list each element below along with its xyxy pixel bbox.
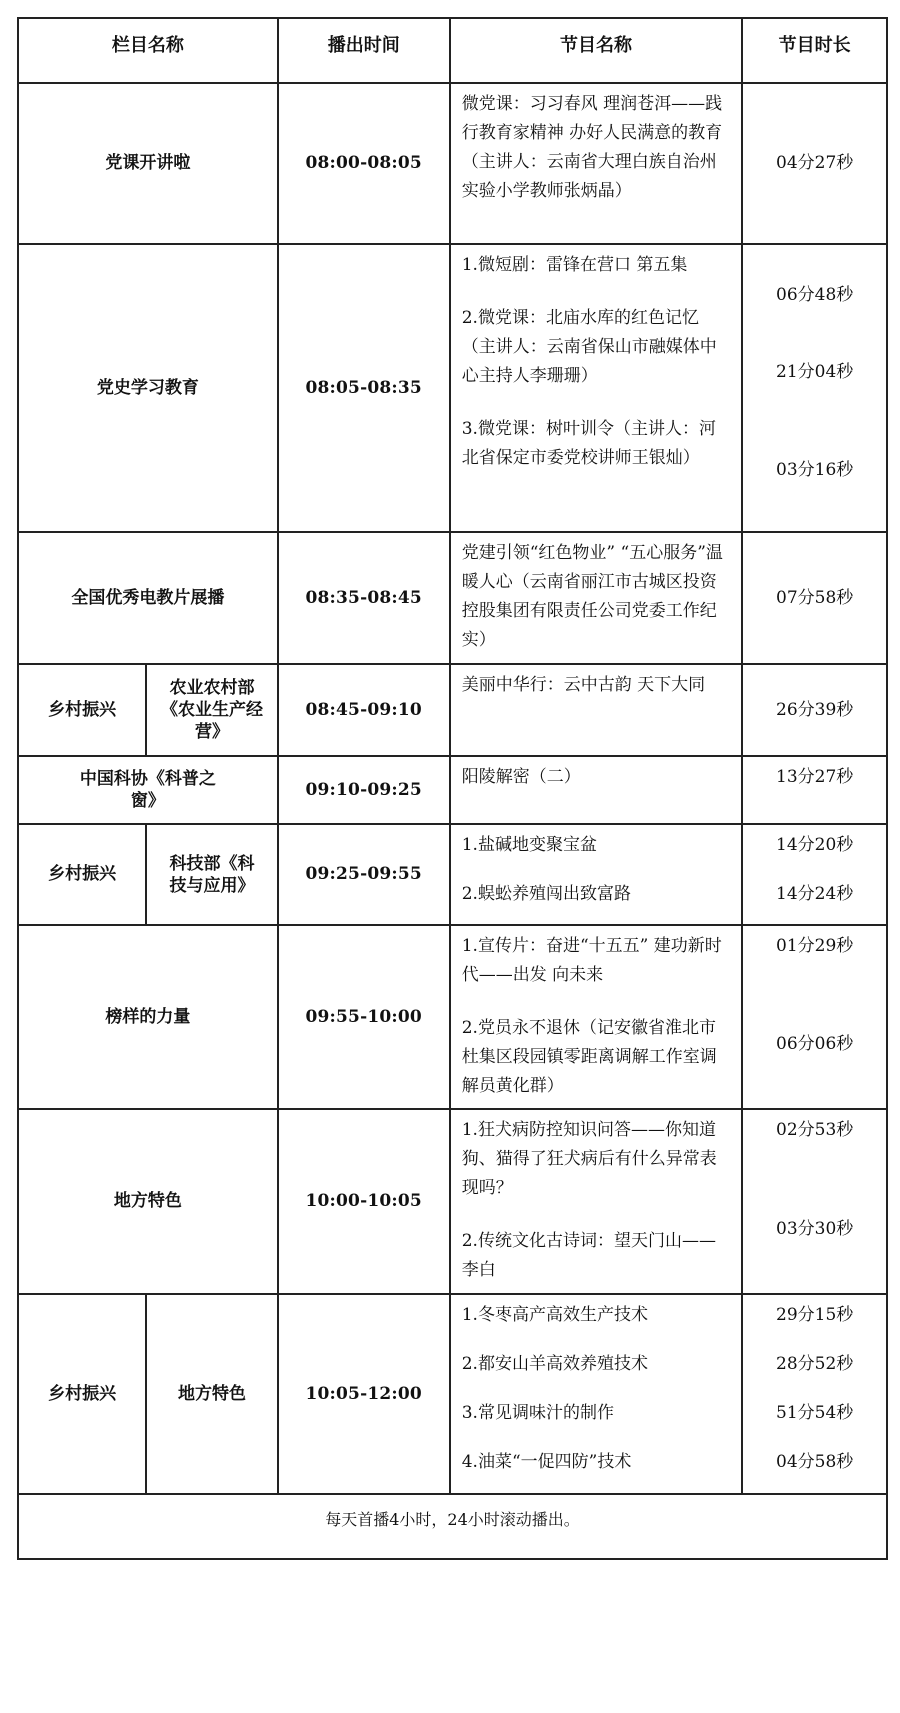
program-item: 美丽中华行：云中古韵 天下大同: [461, 675, 706, 695]
broadcast-time: 09:55-10:00: [278, 925, 450, 1109]
duration: 03分30秒: [776, 1219, 854, 1239]
duration: 04分58秒: [776, 1452, 854, 1472]
broadcast-time: 10:05-12:00: [278, 1294, 450, 1494]
broadcast-time: 09:10-09:25: [278, 756, 450, 824]
duration: 07分58秒: [742, 532, 887, 664]
column-name: 乡村振兴: [18, 1294, 146, 1494]
program-item: 1.微短剧：雷锋在营口 第五集: [461, 255, 688, 275]
table-row: [18, 83, 887, 244]
duration: 06分06秒: [776, 1034, 854, 1054]
duration: 13分27秒: [742, 756, 887, 824]
duration-cell: [742, 824, 887, 925]
column-name: 榜样的力量: [18, 925, 278, 1109]
duration-cell: [742, 925, 887, 1109]
program-item: 3.常见调味汁的制作: [461, 1403, 614, 1423]
program-name: [450, 83, 743, 244]
duration: 51分54秒: [776, 1403, 854, 1423]
duration: 26分39秒: [742, 664, 887, 756]
duration: 03分16秒: [776, 460, 854, 480]
duration-cell: [742, 1109, 887, 1294]
program-item: 2.微党课：北庙水库的红色记忆（主讲人：云南省保山市融媒体中心主持人李珊珊）: [461, 308, 717, 386]
duration: 28分52秒: [776, 1354, 854, 1374]
program-item: 2.党员永不退休（记安徽省淮北市杜集区段园镇零距离调解工作室调解员黄化群）: [461, 1018, 717, 1096]
duration: 14分20秒: [776, 835, 854, 855]
broadcast-time: 08:00-08:05: [278, 83, 450, 244]
program-name: [450, 532, 743, 664]
header-duration: 节目时长: [742, 18, 887, 83]
header-row: [18, 18, 887, 83]
table-row: [18, 756, 887, 824]
column-sub-name: 地方特色: [146, 1294, 278, 1494]
program-item: 微党课：习习春风 理润苍洱——践行教育家精神 办好人民满意的教育（主讲人：云南省大理白族自治州实验小学教师张炳晶）: [461, 94, 723, 201]
program-item: 1.冬枣高产高效生产技术: [461, 1305, 648, 1325]
broadcast-time: 10:00-10:05: [278, 1109, 450, 1294]
program-item: 党建引领“红色物业” “五心服务”温暖人心（云南省丽江市古城区投资控股集团有限责任公司党委工作纪实）: [461, 543, 723, 650]
table-row: [18, 1294, 887, 1494]
column-name: 地方特色: [18, 1109, 278, 1294]
table-row: [18, 1109, 887, 1294]
program-name: [450, 664, 743, 756]
header-program-name: 节目名称: [450, 18, 743, 83]
program-item: 2.蜈蚣养殖闯出致富路: [461, 884, 631, 904]
program-name: [450, 244, 743, 532]
program-name: [450, 756, 743, 824]
duration-cell: [742, 244, 887, 532]
table-row: [18, 664, 887, 756]
program-name: [450, 925, 743, 1109]
duration: 04分27秒: [742, 83, 887, 244]
program-name: [450, 1294, 743, 1494]
duration: 06分48秒: [776, 285, 854, 305]
column-sub-name: 农业农村部《农业生产经营》: [146, 664, 278, 756]
column-name: 中国科协《科普之窗》: [18, 756, 278, 824]
broadcast-time: 09:25-09:55: [278, 824, 450, 925]
footer-note: 每天首播4小时，24小时滚动播出。: [18, 1494, 887, 1559]
footer-row: [18, 1494, 887, 1559]
broadcast-time: 08:45-09:10: [278, 664, 450, 756]
program-item: 2.传统文化古诗词：望天门山——李白: [461, 1231, 716, 1280]
program-item: 3.微党课：树叶训令（主讲人：河北省保定市委党校讲师王银灿）: [461, 419, 716, 468]
broadcast-time: 08:05-08:35: [278, 244, 450, 532]
header-broadcast-time: 播出时间: [278, 18, 450, 83]
duration: 29分15秒: [776, 1305, 854, 1325]
duration-cell: [742, 1294, 887, 1494]
duration: 02分53秒: [776, 1120, 854, 1140]
column-name: 乡村振兴: [18, 824, 146, 925]
table-row: [18, 824, 887, 925]
header-column-name: 栏目名称: [18, 18, 278, 83]
program-item: 1.盐碱地变聚宝盆: [461, 835, 597, 855]
table-row: [18, 244, 887, 532]
column-name: 党课开讲啦: [18, 83, 278, 244]
program-item: 1.宣传片：奋进“十五五” 建功新时代——出发 向未来: [461, 936, 722, 985]
table-row: [18, 925, 887, 1109]
program-name: [450, 1109, 743, 1294]
column-name: 乡村振兴: [18, 664, 146, 756]
duration: 01分29秒: [776, 936, 854, 956]
program-item: 2.都安山羊高效养殖技术: [461, 1354, 648, 1374]
duration: 21分04秒: [776, 362, 854, 382]
program-item: 1.狂犬病防控知识问答——你知道狗、猫得了狂犬病后有什么异常表现吗？: [461, 1120, 717, 1198]
column-name: 全国优秀电教片展播: [18, 532, 278, 664]
column-name: 党史学习教育: [18, 244, 278, 532]
broadcast-time: 08:35-08:45: [278, 532, 450, 664]
duration: 14分24秒: [776, 884, 854, 904]
column-sub-name: 科技部《科技与应用》: [146, 824, 278, 925]
schedule-table: [17, 17, 888, 1560]
program-item: 4.油菜“一促四防”技术: [461, 1452, 632, 1472]
program-name: [450, 824, 743, 925]
program-item: 阳陵解密（二）: [461, 767, 581, 787]
table-row: [18, 532, 887, 664]
